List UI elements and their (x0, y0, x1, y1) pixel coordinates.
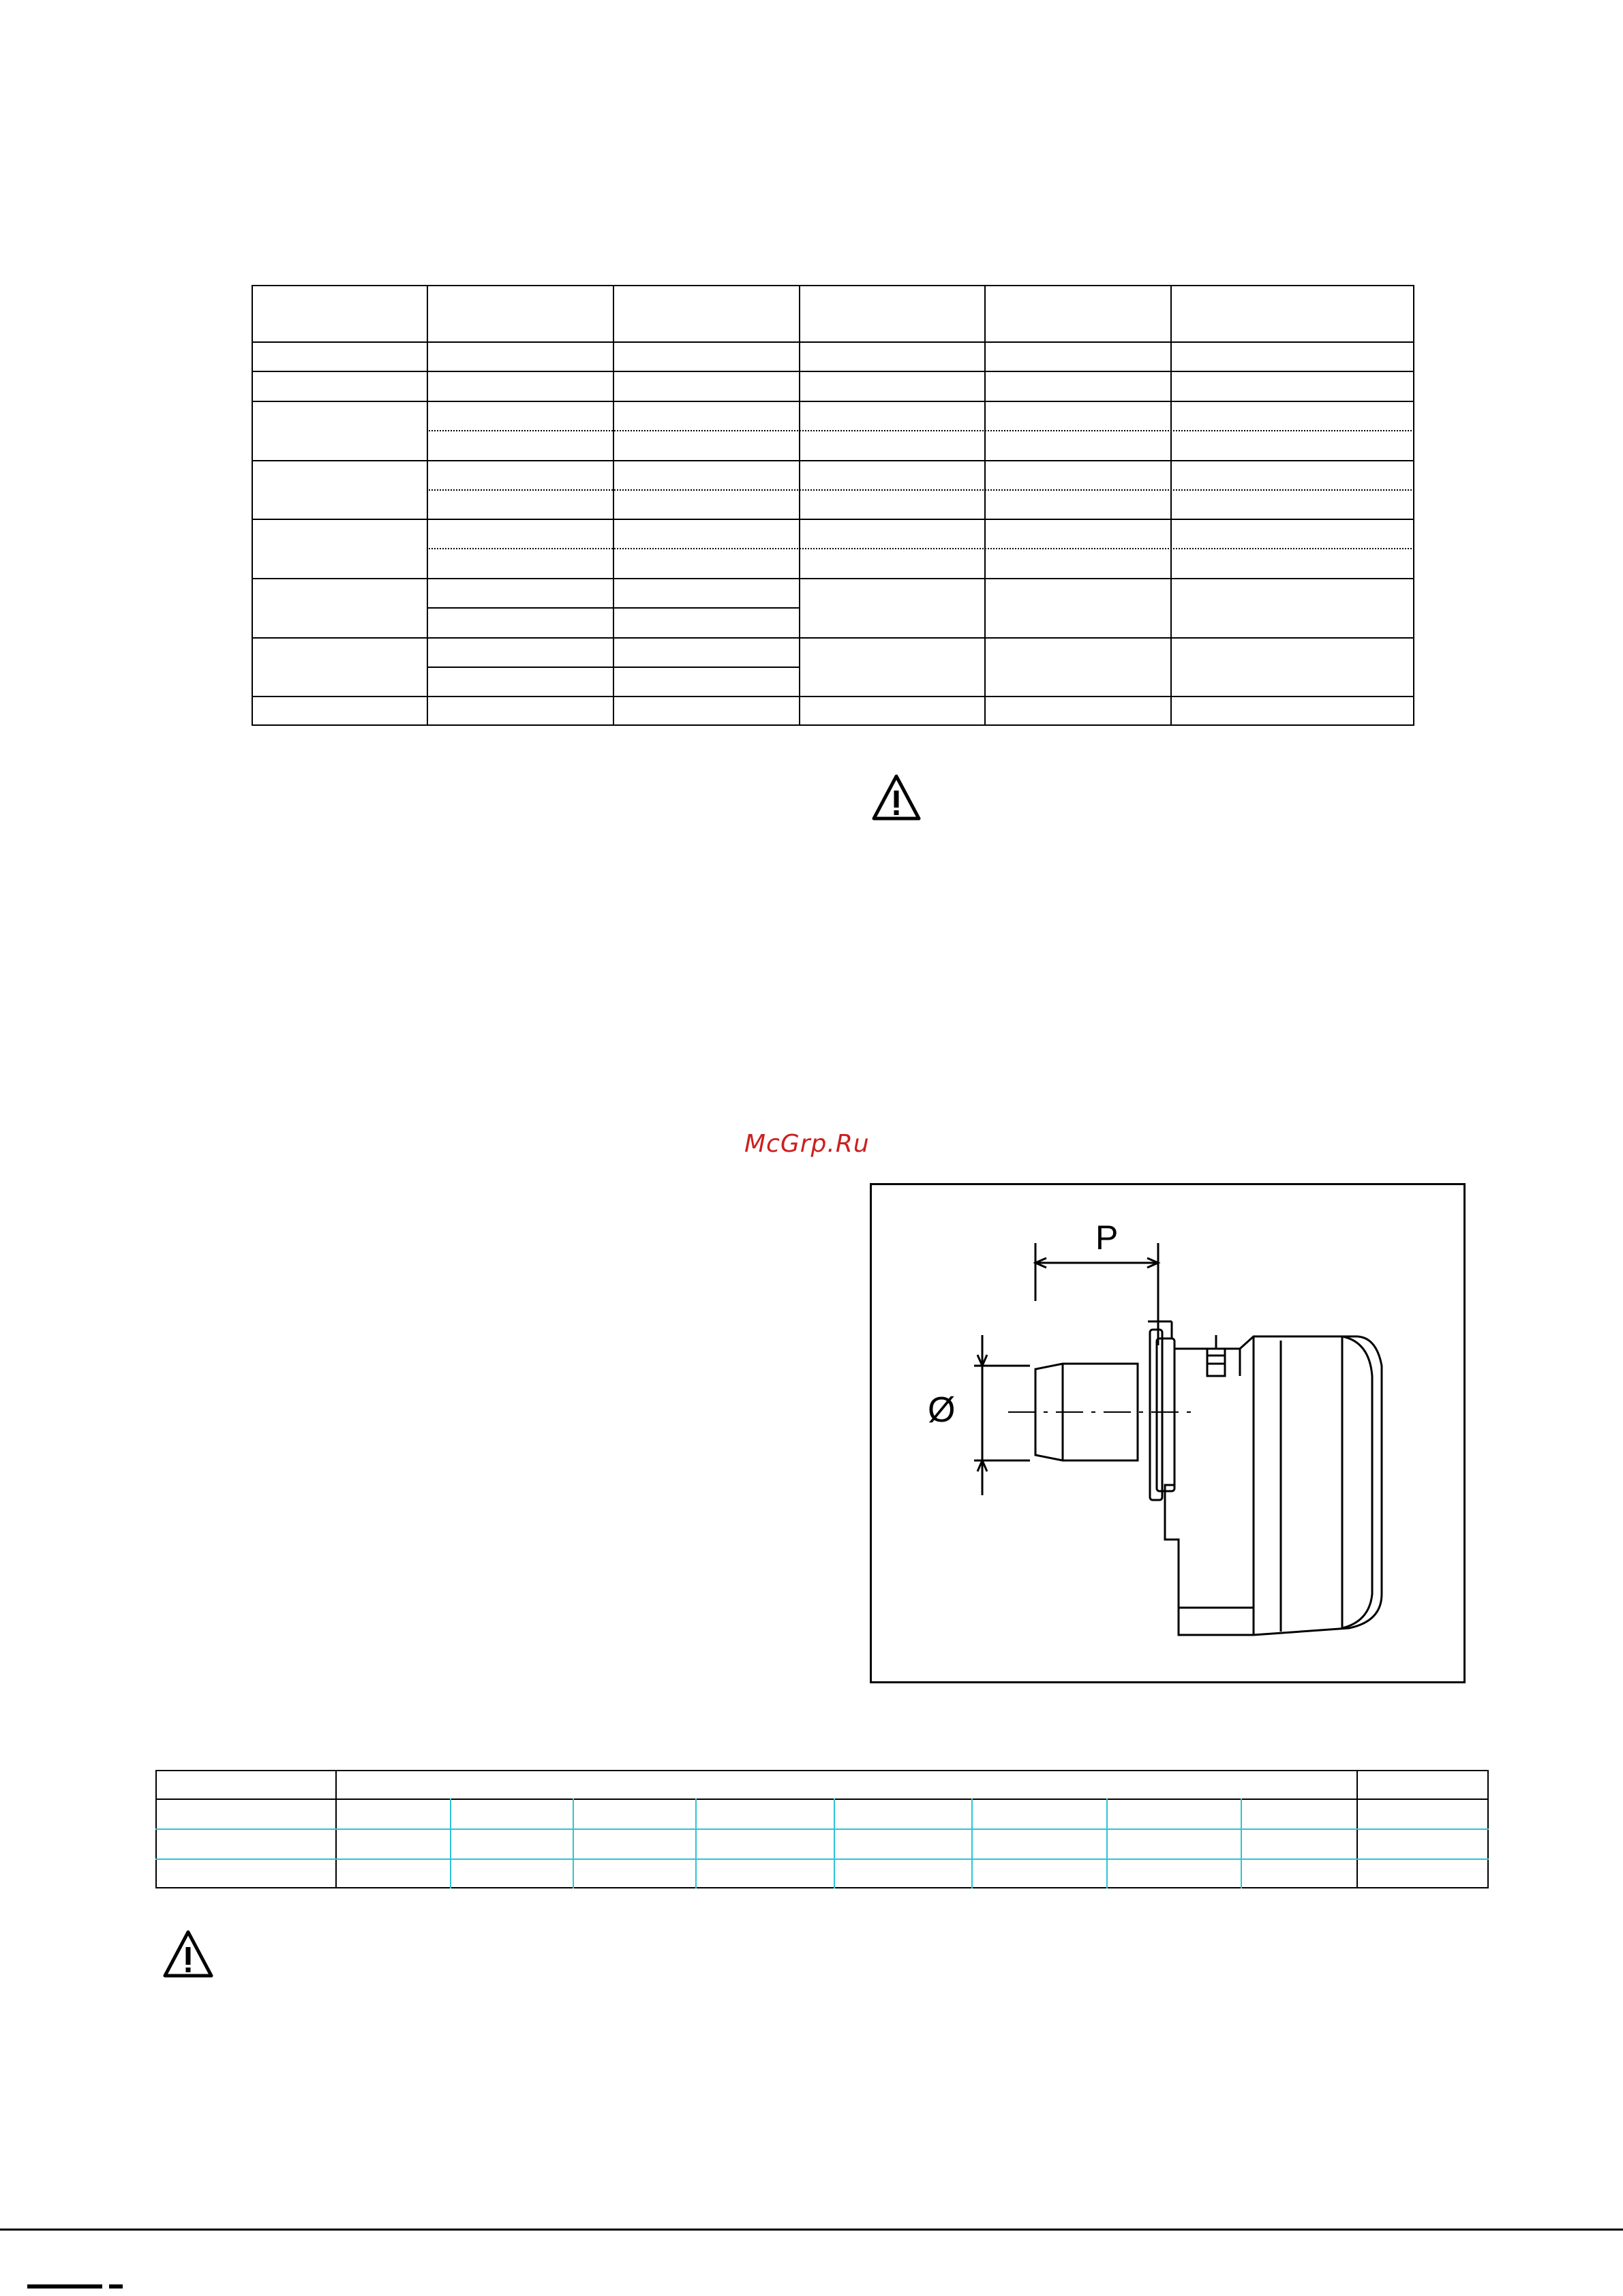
spec-table-col-divider (613, 285, 614, 726)
nozzle-table-col-divider (834, 1798, 835, 1888)
nozzle-table-col-divider (1106, 1798, 1108, 1888)
nozzle-table-col-divider (695, 1798, 697, 1888)
nozzle-table (155, 1770, 1489, 1888)
spec-table-col-divider (984, 285, 986, 726)
spec-table (252, 285, 1414, 726)
dimension-label-p: P (1095, 1219, 1119, 1257)
dimension-label-diameter: Ø (928, 1390, 956, 1430)
spec-table-col-divider (799, 285, 800, 726)
nozzle-table-col-divider (450, 1798, 451, 1888)
spec-table-row-divider (252, 460, 1414, 461)
nozzle-table-row-divider (155, 1828, 1489, 1830)
nozzle-table-row-divider (155, 1858, 1489, 1860)
burner-dimension-figure (870, 1183, 1466, 1683)
spec-table-row-divider (252, 696, 1414, 697)
spec-table-border (252, 285, 1414, 726)
nozzle-table-header-divider (155, 1798, 1489, 1800)
spec-table-subrow-divider (427, 548, 1414, 549)
spec-table-col-divider (427, 285, 428, 726)
footer-rule (0, 2229, 1623, 2231)
spec-table-subrow-divider (427, 607, 799, 609)
spec-table-subrow-divider (427, 667, 799, 668)
footer-fragment (109, 2284, 123, 2289)
spec-table-row-divider (252, 371, 1414, 372)
burner-drawing (872, 1185, 1463, 1681)
watermark[interactable]: McGrp.Ru (744, 1130, 870, 1158)
nozzle-table-col-divider (573, 1798, 574, 1888)
spec-table-row-divider (252, 401, 1414, 402)
spec-table-row-divider (252, 341, 1414, 343)
warning-triangle-icon (871, 772, 922, 823)
warning-triangle-icon (162, 1928, 214, 1980)
spec-table-col-divider (1170, 285, 1172, 726)
nozzle-table-col-divider (1241, 1798, 1242, 1888)
spec-table-subrow-divider (427, 430, 1414, 431)
nozzle-table-col-divider (971, 1798, 973, 1888)
footer-fragment (27, 2284, 102, 2289)
spec-table-row-divider (252, 637, 1414, 639)
spec-table-row-divider (252, 578, 1414, 579)
spec-table-subrow-divider (427, 489, 1414, 491)
spec-table-row-divider (252, 519, 1414, 520)
